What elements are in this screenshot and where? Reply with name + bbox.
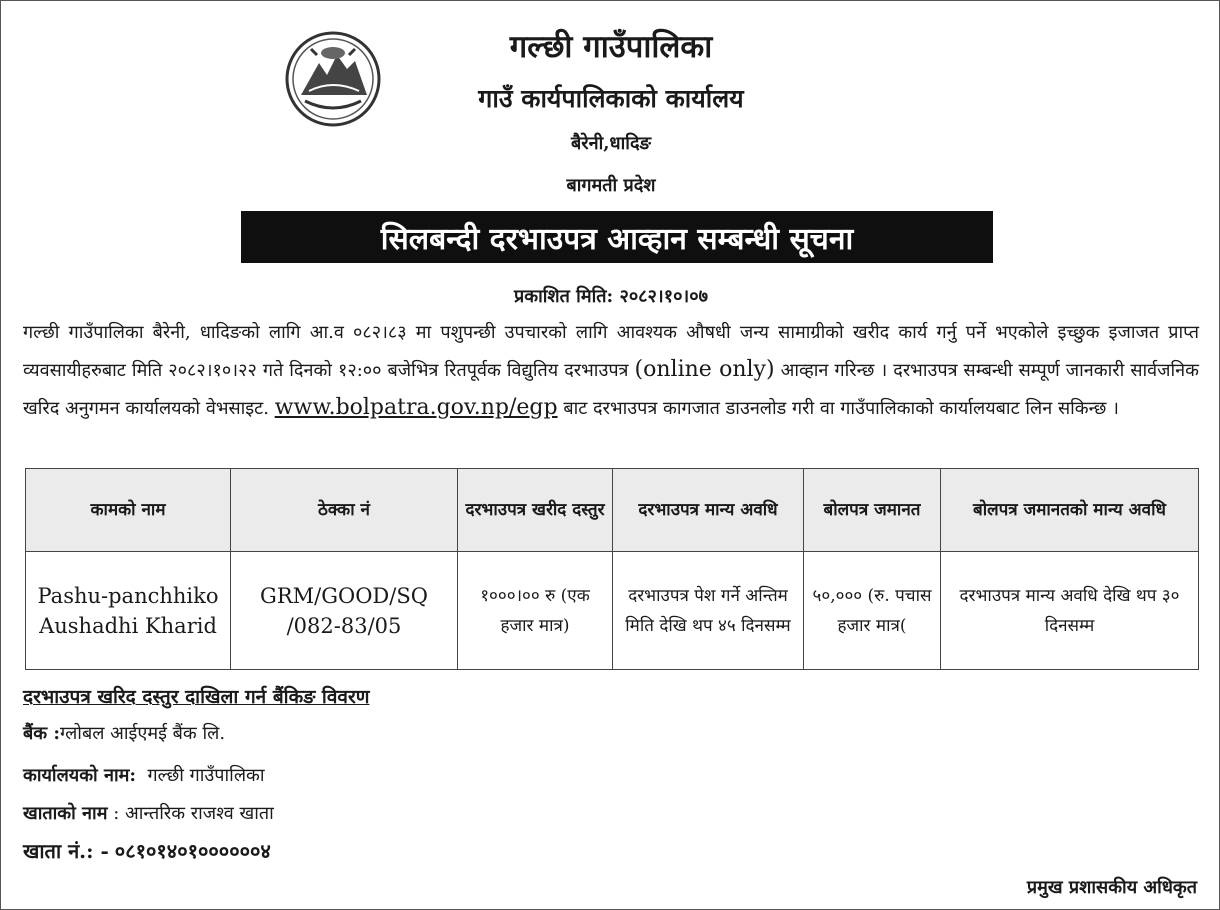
office-label: कार्यालयको नाम: [23, 765, 137, 786]
table-header-row [26, 469, 1199, 552]
notice-title: सिलबन्दी दरभाउपत्र आव्हान सम्बन्धी सूचना [241, 211, 993, 263]
account-name-label: खाताको नाम [23, 803, 108, 824]
signatory-title: प्रमुख प्रशासकीय अधिकृत [1026, 877, 1197, 898]
notice-body [23, 314, 1199, 427]
table-header: बोलपत्र जमानतको मान्य अवधि [941, 469, 1199, 552]
security-validity-cell: दरभाउपत्र मान्य अवधि देखि थप ३० दिनसम्म [941, 552, 1199, 670]
account-number-label: खाता नं.: - [23, 839, 109, 863]
office-location: बैरेनी,धादिङ [571, 133, 651, 154]
table-header: कामको नाम [26, 469, 231, 552]
tender-table [25, 468, 1199, 670]
publication-date [1, 284, 1220, 308]
table-header: दरभाउपत्र खरीद दस्तुर [458, 469, 613, 552]
bid-security-cell: ५०,००० (रु. पचास हजार मात्र( [804, 552, 941, 670]
bank-label: बैंक : [23, 723, 61, 744]
office-name: गाउँ कार्यपालिकाको कार्यालय [478, 84, 744, 113]
body-paragraph-2: आव्हान गरिन्छ । दरभाउपत्र सम्बन्धी सम्पूर्ण जानकारी सार्वजनिक खरिद अनुगमन कार्यालयको वेभसाइट. [23, 360, 1199, 419]
bank-name-row [23, 721, 225, 745]
office-value: गल्छी गाउँपालिका [147, 765, 265, 786]
municipality-name: गल्छी गाउँपालिका [509, 29, 713, 65]
bank-value: ग्लोबल आईएमई बैंक लि. [60, 723, 226, 744]
publication-date-value: २०८२।१०।०७ [619, 286, 708, 307]
body-paragraph-3: बाट दरभाउपत्र कागजात डाउनलोड गरी वा गाउँपालिकाको कार्यालयबाट लिन सकिन्छ । [563, 398, 1119, 419]
purchase-fee-cell: १०००।०० रु (एक हजार मात्र) [458, 552, 613, 670]
account-name-value: : आन्तरिक राजश्व खाता [113, 803, 274, 824]
banking-details-heading: दरभाउपत्र खरिद दस्तुर दाखिला गर्न बैंकिङ विवरण [23, 686, 370, 708]
contract-no-cell: GRM/GOOD/SQ /082-83/05 [231, 552, 458, 670]
body-paragraph-1: गल्छी गाउँपालिका बैरेनी, धादिङको लागि आ.व ०८२।८३ मा पशुपन्छी उपचारको लागि आवश्यक औषधी जन्य सामाग्रीको खरीद कार्य गर्नु पर्ने भएकोले इच्छुक इजाजत प्राप्त व्यवसायीहरुबाट मिति २०८२।१०।२२ गते दिनको १२:०० बजेभित्र रितपूर्वक विद्युतिय दरभाउपत्र [23, 322, 1199, 381]
account-name-row [23, 801, 274, 825]
bolpatra-link[interactable]: www.bolpatra.gov.np/egp [274, 395, 558, 420]
table-header: दरभाउपत्र मान्य अवधि [613, 469, 804, 552]
work-name-cell: Pashu-panchhiko Aushadhi Kharid [26, 552, 231, 670]
publication-date-label: प्रकाशित मिति: [514, 286, 614, 307]
account-number-value: ०८१०१४०१००००००४ [114, 839, 271, 863]
province-name: बागमती प्रदेश [566, 175, 656, 196]
table-row [26, 552, 1199, 670]
table-header: बोलपत्र जमानत [804, 469, 941, 552]
validity-period-cell: दरभाउपत्र पेश गर्ने अन्तिम मिति देखि थप ४५ दिनसम्म [613, 552, 804, 670]
office-name-row [23, 763, 265, 787]
account-number-row [23, 837, 271, 864]
online-only-note: (online only) [634, 357, 775, 382]
table-header: ठेक्का नं [231, 469, 458, 552]
